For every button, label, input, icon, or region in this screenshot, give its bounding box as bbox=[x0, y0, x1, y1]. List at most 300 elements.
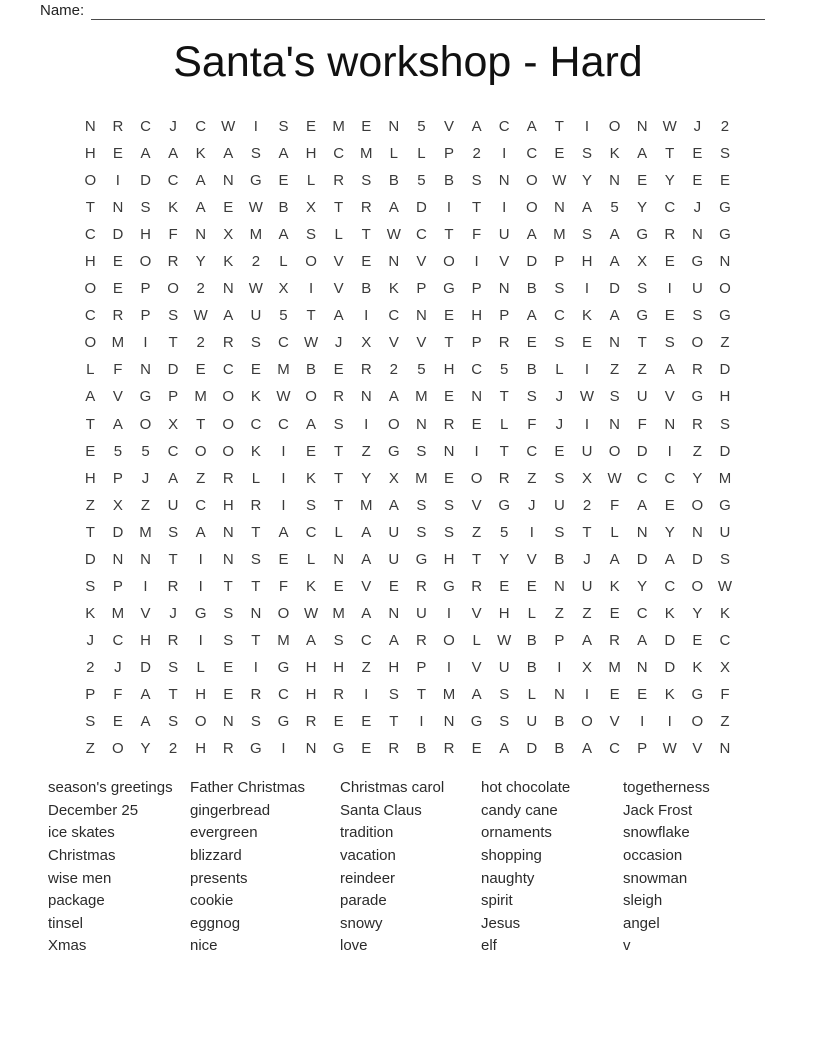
grid-cell-r23-c15: G bbox=[470, 713, 483, 731]
grid-cell-r20-c16: W bbox=[497, 631, 512, 649]
grid-cell-r11-c16: T bbox=[499, 388, 509, 406]
grid-cell-r17-c4: T bbox=[168, 550, 178, 568]
grid-cell-r19-c4: J bbox=[169, 604, 177, 622]
grid-cell-r12-c1: T bbox=[85, 415, 95, 433]
grid-cell-r22-c20: E bbox=[609, 686, 620, 703]
grid-cell-r5-c21: G bbox=[636, 226, 648, 244]
grid-cell-r24-c11: E bbox=[361, 740, 372, 758]
grid-cell-r21-c4: S bbox=[168, 658, 179, 676]
grid-cell-r24-c22: W bbox=[662, 740, 677, 758]
grid-cell-r10-c22: A bbox=[664, 361, 675, 379]
grid-cell-r14-c5: Z bbox=[196, 469, 206, 487]
grid-cell-r22-c5: H bbox=[195, 686, 207, 703]
grid-cell-r11-c10: R bbox=[333, 388, 345, 406]
grid-cell-r16-c22: Y bbox=[664, 523, 675, 541]
grid-cell-r20-c24: C bbox=[719, 631, 731, 649]
grid-cell-r23-c5: O bbox=[194, 713, 207, 731]
grid-cell-r4-c22: C bbox=[664, 199, 676, 217]
grid-cell-r20-c6: S bbox=[223, 631, 234, 649]
grid-cell-r21-c11: Z bbox=[361, 658, 371, 676]
grid-cell-r20-c17: B bbox=[526, 631, 537, 649]
grid-cell-r19-c23: Y bbox=[692, 604, 703, 622]
grid-cell-r15-c12: A bbox=[388, 496, 399, 514]
word-item: reindeer bbox=[340, 869, 396, 887]
grid-cell-r17-c6: N bbox=[222, 550, 234, 568]
grid-cell-r6-c16: V bbox=[499, 253, 510, 271]
name-blank-line bbox=[91, 4, 765, 20]
grid-cell-r20-c5: I bbox=[198, 631, 203, 649]
grid-cell-r24-c18: B bbox=[554, 740, 565, 758]
grid-cell-r20-c14: O bbox=[443, 631, 455, 649]
grid-cell-r6-c7: 2 bbox=[251, 253, 261, 271]
grid-cell-r12-c4: X bbox=[168, 415, 179, 433]
grid-cell-r18-c11: V bbox=[361, 577, 372, 595]
grid-cell-r11-c2: V bbox=[112, 388, 123, 406]
grid-cell-r16-c5: A bbox=[195, 523, 206, 541]
grid-cell-r7-c20: D bbox=[609, 280, 620, 298]
grid-cell-r10-c20: Z bbox=[609, 361, 620, 379]
grid-cell-r19-c15: V bbox=[471, 604, 482, 622]
grid-cell-r15-c10: T bbox=[334, 496, 344, 514]
word-item: naughty bbox=[481, 869, 535, 887]
grid-cell-r4-c18: N bbox=[553, 199, 565, 217]
grid-cell-r6-c10: V bbox=[333, 253, 344, 271]
word-item: togetherness bbox=[623, 779, 710, 797]
grid-cell-r10-c6: C bbox=[222, 361, 234, 379]
grid-cell-r19-c8: O bbox=[277, 604, 290, 622]
grid-cell-r4-c16: I bbox=[502, 199, 507, 217]
grid-cell-r11-c4: P bbox=[168, 388, 179, 406]
grid-cell-r22-c16: S bbox=[499, 686, 510, 703]
grid-cell-r10-c10: E bbox=[333, 361, 344, 379]
grid-cell-r17-c1: D bbox=[84, 550, 96, 568]
word-item: tinsel bbox=[48, 914, 84, 932]
grid-cell-r23-c8: G bbox=[277, 713, 290, 731]
grid-cell-r15-c11: M bbox=[359, 496, 373, 514]
grid-cell-r7-c1: O bbox=[84, 280, 97, 298]
grid-cell-r16-c3: M bbox=[139, 523, 152, 541]
grid-cell-r24-c17: D bbox=[526, 740, 538, 758]
grid-cell-r9-c5: 2 bbox=[196, 334, 205, 352]
grid-cell-r22-c15: A bbox=[471, 686, 482, 703]
word-item: love bbox=[340, 937, 368, 955]
grid-cell-r4-c3: S bbox=[140, 199, 151, 217]
grid-cell-r10-c19: I bbox=[584, 361, 590, 379]
word-item: occasion bbox=[623, 846, 683, 864]
grid-cell-r17-c12: U bbox=[388, 550, 400, 568]
word-item: season's greetings bbox=[48, 779, 173, 797]
grid-cell-r10-c24: D bbox=[719, 361, 731, 379]
grid-cell-r10-c12: 2 bbox=[389, 361, 398, 379]
grid-cell-r6-c9: O bbox=[305, 253, 317, 271]
grid-cell-r10-c15: C bbox=[471, 361, 483, 379]
grid-cell-r20-c19: A bbox=[581, 631, 592, 649]
grid-cell-r15-c8: I bbox=[281, 496, 286, 514]
grid-cell-r1-c11: E bbox=[361, 118, 372, 136]
grid-cell-r8-c18: C bbox=[553, 307, 565, 325]
grid-cell-r16-c8: A bbox=[278, 523, 289, 541]
grid-cell-r18-c20: K bbox=[609, 577, 620, 595]
grid-cell-r13-c2: 5 bbox=[113, 442, 123, 460]
grid-cell-r2-c12: L bbox=[389, 145, 398, 163]
grid-cell-r11-c6: O bbox=[222, 388, 235, 406]
grid-cell-r18-c24: W bbox=[717, 577, 733, 595]
name-row bbox=[0, 0, 816, 20]
grid-cell-r21-c24: X bbox=[719, 658, 730, 676]
grid-cell-r2-c9: H bbox=[305, 145, 317, 163]
grid-cell-r23-c3: A bbox=[140, 713, 151, 731]
grid-cell-r20-c11: C bbox=[360, 631, 372, 649]
grid-cell-r8-c3: P bbox=[140, 307, 151, 325]
grid-cell-r7-c7: W bbox=[248, 280, 263, 298]
grid-cell-r18-c5: I bbox=[198, 577, 203, 595]
grid-cell-r6-c3: O bbox=[139, 253, 152, 271]
grid-cell-r7-c16: N bbox=[498, 280, 510, 298]
grid-cell-r6-c8: L bbox=[279, 253, 288, 271]
grid-cell-r12-c18: J bbox=[555, 415, 564, 433]
grid-cell-r7-c22: I bbox=[667, 280, 672, 298]
grid-cell-r21-c1: 2 bbox=[86, 658, 95, 676]
grid-cell-r18-c21: Y bbox=[637, 577, 648, 595]
grid-cell-r2-c22: T bbox=[665, 145, 675, 163]
grid-cell-r4-c13: D bbox=[416, 199, 427, 217]
grid-cell-r1-c23: J bbox=[693, 118, 702, 136]
grid-cell-r21-c15: V bbox=[471, 658, 482, 676]
grid-cell-r7-c23: U bbox=[691, 280, 703, 298]
grid-cell-r19-c7: N bbox=[250, 604, 262, 622]
grid-cell-r3-c15: S bbox=[471, 172, 482, 190]
grid-cell-r10-c16: 5 bbox=[500, 361, 509, 379]
grid-cell-r6-c12: N bbox=[388, 253, 400, 271]
grid-cell-r5-c8: A bbox=[278, 226, 289, 244]
grid-cell-r13-c16: T bbox=[499, 442, 509, 460]
grid-cell-r8-c1: C bbox=[84, 307, 96, 325]
grid-cell-r16-c20: L bbox=[610, 523, 619, 541]
grid-cell-r6-c21: X bbox=[637, 253, 648, 271]
grid-cell-r6-c4: R bbox=[167, 253, 179, 271]
grid-cell-r9-c1: O bbox=[84, 334, 97, 352]
grid-cell-r23-c16: S bbox=[499, 713, 510, 731]
grid-cell-r12-c2: A bbox=[112, 415, 123, 433]
grid-cell-r17-c9: L bbox=[306, 550, 316, 568]
grid-cell-r16-c9: C bbox=[305, 523, 317, 541]
grid-cell-r7-c17: B bbox=[526, 280, 537, 298]
grid-cell-r14-c11: Y bbox=[361, 469, 372, 487]
grid-cell-r23-c23: O bbox=[691, 713, 704, 731]
grid-cell-r8-c14: E bbox=[444, 307, 455, 325]
grid-cell-r19-c18: Z bbox=[554, 604, 564, 622]
grid-cell-r21-c19: X bbox=[581, 658, 592, 676]
grid-cell-r7-c24: O bbox=[719, 280, 731, 298]
grid-cell-r11-c15: N bbox=[471, 388, 483, 406]
grid-cell-r3-c20: N bbox=[609, 172, 620, 190]
grid-cell-r22-c14: M bbox=[442, 686, 456, 703]
grid-cell-r3-c6: N bbox=[222, 172, 234, 190]
grid-cell-r20-c21: A bbox=[637, 631, 648, 649]
grid-cell-r8-c6: A bbox=[223, 307, 234, 325]
grid-cell-r21-c18: I bbox=[557, 658, 562, 676]
grid-cell-r10-c1: L bbox=[86, 361, 95, 379]
grid-cell-r18-c14: G bbox=[443, 577, 455, 595]
grid-cell-r17-c7: S bbox=[250, 550, 261, 568]
grid-cell-r21-c5: L bbox=[196, 658, 205, 676]
grid-cell-r15-c9: S bbox=[306, 496, 317, 514]
word-item: shopping bbox=[481, 846, 542, 864]
grid-cell-r6-c1: H bbox=[84, 253, 96, 271]
grid-cell-r14-c2: P bbox=[112, 469, 123, 487]
grid-cell-r7-c4: O bbox=[167, 280, 179, 298]
grid-cell-r12-c11: I bbox=[364, 415, 369, 433]
grid-cell-r19-c12: N bbox=[388, 604, 400, 622]
grid-cell-r20-c4: R bbox=[167, 631, 179, 649]
grid-cell-r4-c15: T bbox=[472, 199, 482, 217]
grid-cell-r13-c18: E bbox=[554, 442, 565, 460]
grid-cell-r22-c19: I bbox=[584, 686, 590, 703]
grid-cell-r23-c4: S bbox=[168, 713, 179, 731]
grid-cell-r24-c12: R bbox=[388, 740, 400, 758]
grid-cell-r8-c17: A bbox=[526, 307, 537, 325]
grid-cell-r12-c21: F bbox=[637, 415, 647, 433]
grid-cell-r13-c13: S bbox=[416, 442, 427, 460]
grid-cell-r17-c18: B bbox=[554, 550, 565, 568]
grid-cell-r13-c19: U bbox=[581, 442, 593, 460]
grid-cell-r23-c14: N bbox=[443, 713, 455, 731]
name-label: Name: bbox=[40, 2, 85, 19]
grid-cell-r17-c14: H bbox=[443, 550, 455, 568]
grid-cell-r19-c13: U bbox=[416, 604, 427, 622]
grid-cell-r2-c18: E bbox=[554, 145, 565, 163]
grid-cell-r2-c23: E bbox=[692, 145, 703, 163]
grid-cell-r18-c9: K bbox=[306, 577, 317, 595]
grid-cell-r13-c22: I bbox=[667, 442, 672, 460]
grid-cell-r13-c23: Z bbox=[692, 442, 702, 460]
grid-cell-r10-c13: 5 bbox=[417, 361, 426, 379]
grid-cell-r4-c5: A bbox=[195, 199, 206, 217]
grid-cell-r5-c7: M bbox=[249, 226, 263, 244]
grid-cell-r21-c13: P bbox=[416, 658, 427, 676]
grid-cell-r22-c21: E bbox=[637, 686, 648, 703]
grid-cell-r14-c19: X bbox=[581, 469, 592, 487]
grid-cell-r19-c6: S bbox=[223, 604, 234, 622]
grid-cell-r18-c13: R bbox=[416, 577, 427, 595]
grid-cell-r2-c6: A bbox=[223, 145, 234, 163]
grid-cell-r10-c23: R bbox=[691, 361, 703, 379]
grid-cell-r4-c24: G bbox=[719, 199, 731, 217]
grid-cell-r2-c1: H bbox=[84, 145, 96, 163]
grid-cell-r6-c20: A bbox=[609, 253, 620, 271]
grid-cell-r3-c7: G bbox=[250, 172, 262, 190]
grid-cell-r21-c6: E bbox=[223, 658, 234, 676]
grid-cell-r12-c16: L bbox=[500, 415, 509, 433]
grid-cell-r20-c23: E bbox=[692, 631, 703, 649]
grid-cell-r20-c22: D bbox=[664, 631, 676, 649]
grid-cell-r13-c9: E bbox=[306, 442, 317, 460]
grid-cell-r13-c3: 5 bbox=[141, 442, 150, 460]
grid-cell-r14-c6: R bbox=[222, 469, 234, 487]
grid-cell-r11-c21: U bbox=[636, 388, 648, 406]
word-item: candy cane bbox=[481, 801, 558, 819]
grid-cell-r10-c9: B bbox=[306, 361, 317, 379]
grid-cell-r13-c6: O bbox=[222, 442, 235, 460]
grid-cell-r24-c23: V bbox=[692, 740, 703, 758]
grid-cell-r1-c10: M bbox=[332, 118, 345, 136]
word-item: wise men bbox=[48, 869, 112, 887]
grid-cell-r12-c17: F bbox=[527, 415, 537, 433]
grid-cell-r15-c7: R bbox=[250, 496, 262, 514]
grid-cell-r16-c21: N bbox=[636, 523, 648, 541]
grid-cell-r13-c1: E bbox=[85, 442, 96, 460]
grid-cell-r12-c20: N bbox=[609, 415, 620, 433]
word-item: nice bbox=[190, 937, 218, 955]
word-item: gingerbread bbox=[190, 801, 271, 819]
word-list-column-1 bbox=[48, 777, 190, 958]
grid-cell-r19-c2: M bbox=[111, 604, 125, 622]
grid-cell-r13-c20: O bbox=[608, 442, 621, 460]
grid-cell-r17-c21: D bbox=[636, 550, 648, 568]
grid-cell-r7-c8: X bbox=[278, 280, 289, 298]
grid-cell-r11-c9: O bbox=[305, 388, 317, 406]
grid-cell-r20-c1: J bbox=[86, 631, 95, 649]
grid-cell-r23-c12: T bbox=[389, 713, 399, 731]
grid-cell-r2-c5: K bbox=[195, 145, 206, 163]
grid-cell-r20-c20: R bbox=[609, 631, 620, 649]
grid-cell-r14-c9: K bbox=[306, 469, 317, 487]
grid-cell-r16-c18: S bbox=[554, 523, 565, 541]
grid-cell-r13-c7: K bbox=[250, 442, 261, 460]
grid-cell-r7-c13: P bbox=[416, 280, 427, 298]
grid-cell-r5-c5: N bbox=[195, 226, 207, 244]
grid-cell-r24-c10: G bbox=[332, 740, 345, 758]
grid-cell-r22-c12: S bbox=[388, 686, 399, 703]
grid-cell-r12-c10: S bbox=[333, 415, 344, 433]
grid-cell-r15-c17: J bbox=[528, 496, 536, 514]
grid-cell-r14-c23: Y bbox=[692, 469, 703, 487]
grid-cell-r2-c2: E bbox=[112, 145, 123, 163]
grid-cell-r8-c10: A bbox=[333, 307, 344, 325]
grid-cell-r16-c16: 5 bbox=[500, 523, 509, 541]
word-item: parade bbox=[340, 892, 387, 910]
grid-cell-r22-c4: T bbox=[168, 686, 178, 703]
grid-cell-r1-c21: N bbox=[636, 118, 648, 136]
grid-cell-r11-c14: E bbox=[444, 388, 455, 406]
grid-cell-r23-c13: I bbox=[419, 713, 424, 731]
grid-cell-r12-c3: O bbox=[139, 415, 152, 433]
grid-cell-r3-c11: S bbox=[361, 172, 372, 190]
word-item: hot chocolate bbox=[481, 779, 571, 797]
grid-cell-r1-c5: C bbox=[195, 118, 207, 136]
grid-cell-r7-c12: K bbox=[388, 280, 399, 298]
grid-cell-r14-c20: W bbox=[607, 469, 622, 487]
grid-cell-r13-c14: N bbox=[443, 442, 455, 460]
grid-cell-r15-c23: O bbox=[691, 496, 704, 514]
grid-cell-r8-c16: P bbox=[499, 307, 510, 325]
grid-cell-r15-c1: Z bbox=[85, 496, 95, 514]
grid-cell-r11-c22: V bbox=[664, 388, 675, 406]
word-item: package bbox=[48, 892, 105, 910]
grid-cell-r6-c19: H bbox=[581, 253, 593, 271]
grid-cell-r11-c12: A bbox=[388, 388, 399, 406]
grid-cell-r20-c15: L bbox=[472, 631, 481, 649]
grid-cell-r3-c17: O bbox=[525, 172, 538, 190]
grid-cell-r23-c9: R bbox=[305, 713, 317, 731]
grid-cell-r24-c24: N bbox=[719, 740, 731, 758]
grid-cell-r21-c20: M bbox=[608, 658, 621, 676]
grid-cell-r6-c15: I bbox=[474, 253, 479, 271]
grid-cell-r1-c6: W bbox=[221, 118, 236, 136]
grid-cell-r23-c18: B bbox=[554, 713, 565, 731]
word-item: eggnog bbox=[190, 914, 241, 932]
grid-cell-r21-c12: H bbox=[388, 658, 400, 676]
grid-cell-r21-c3: D bbox=[140, 658, 151, 676]
grid-cell-r15-c20: F bbox=[609, 496, 620, 514]
grid-cell-r14-c13: M bbox=[415, 469, 428, 487]
grid-cell-r17-c20: A bbox=[609, 550, 620, 568]
grid-cell-r7-c11: B bbox=[361, 280, 372, 298]
grid-cell-r20-c18: P bbox=[554, 631, 565, 649]
grid-cell-r18-c22: C bbox=[664, 577, 676, 595]
grid-cell-r19-c1: K bbox=[85, 604, 96, 622]
grid-cell-r17-c13: G bbox=[415, 550, 428, 568]
grid-cell-r2-c15: 2 bbox=[472, 145, 481, 163]
grid-cell-r15-c4: U bbox=[167, 496, 179, 514]
grid-cell-r14-c4: A bbox=[168, 469, 179, 487]
grid-cell-r11-c11: N bbox=[360, 388, 372, 406]
grid-cell-r24-c8: I bbox=[281, 740, 286, 758]
grid-cell-r23-c24: Z bbox=[720, 713, 730, 731]
grid-cell-r10-c2: F bbox=[113, 361, 123, 379]
grid-cell-r14-c14: E bbox=[444, 469, 455, 487]
grid-cell-r1-c13: 5 bbox=[417, 118, 426, 136]
grid-cell-r6-c17: D bbox=[526, 253, 538, 271]
word-item: blizzard bbox=[190, 846, 242, 864]
word-item: Christmas carol bbox=[340, 779, 445, 797]
grid-cell-r13-c8: I bbox=[281, 442, 286, 460]
grid-cell-r4-c14: I bbox=[446, 199, 452, 217]
grid-cell-r19-c17: L bbox=[527, 604, 536, 622]
grid-cell-r3-c21: E bbox=[637, 172, 648, 190]
grid-cell-r3-c3: D bbox=[140, 172, 151, 190]
grid-cell-r21-c16: U bbox=[498, 658, 510, 676]
grid-cell-r14-c1: H bbox=[84, 469, 96, 487]
grid-cell-r8-c12: C bbox=[388, 307, 400, 325]
grid-cell-r19-c19: Z bbox=[582, 604, 592, 622]
grid-cell-r7-c5: 2 bbox=[196, 280, 205, 298]
grid-cell-r16-c14: S bbox=[444, 523, 455, 541]
grid-cell-r10-c11: R bbox=[360, 361, 372, 379]
grid-cell-r4-c8: B bbox=[278, 199, 289, 217]
grid-cell-r1-c24: 2 bbox=[720, 118, 730, 136]
grid-cell-r15-c18: U bbox=[553, 496, 565, 514]
grid-cell-r21-c21: N bbox=[636, 658, 648, 676]
grid-cell-r14-c18: S bbox=[554, 469, 565, 487]
grid-cell-r8-c21: G bbox=[636, 307, 648, 325]
word-item: Jesus bbox=[481, 914, 521, 932]
grid-cell-r8-c11: I bbox=[364, 307, 369, 325]
grid-cell-r1-c7: I bbox=[253, 118, 258, 136]
grid-cell-r14-c10: T bbox=[334, 469, 344, 487]
grid-cell-r10-c3: N bbox=[140, 361, 151, 379]
grid-cell-r15-c19: 2 bbox=[582, 496, 592, 514]
grid-cell-r16-c23: N bbox=[691, 523, 703, 541]
grid-cell-r14-c24: M bbox=[718, 469, 732, 487]
grid-cell-r6-c2: E bbox=[112, 253, 123, 271]
grid-cell-r1-c22: W bbox=[662, 118, 677, 136]
grid-cell-r18-c6: T bbox=[223, 577, 233, 595]
grid-cell-r1-c14: V bbox=[444, 118, 455, 136]
grid-cell-r24-c15: E bbox=[471, 740, 482, 758]
grid-cell-r17-c22: A bbox=[664, 550, 675, 568]
grid-cell-r3-c22: Y bbox=[664, 172, 675, 190]
